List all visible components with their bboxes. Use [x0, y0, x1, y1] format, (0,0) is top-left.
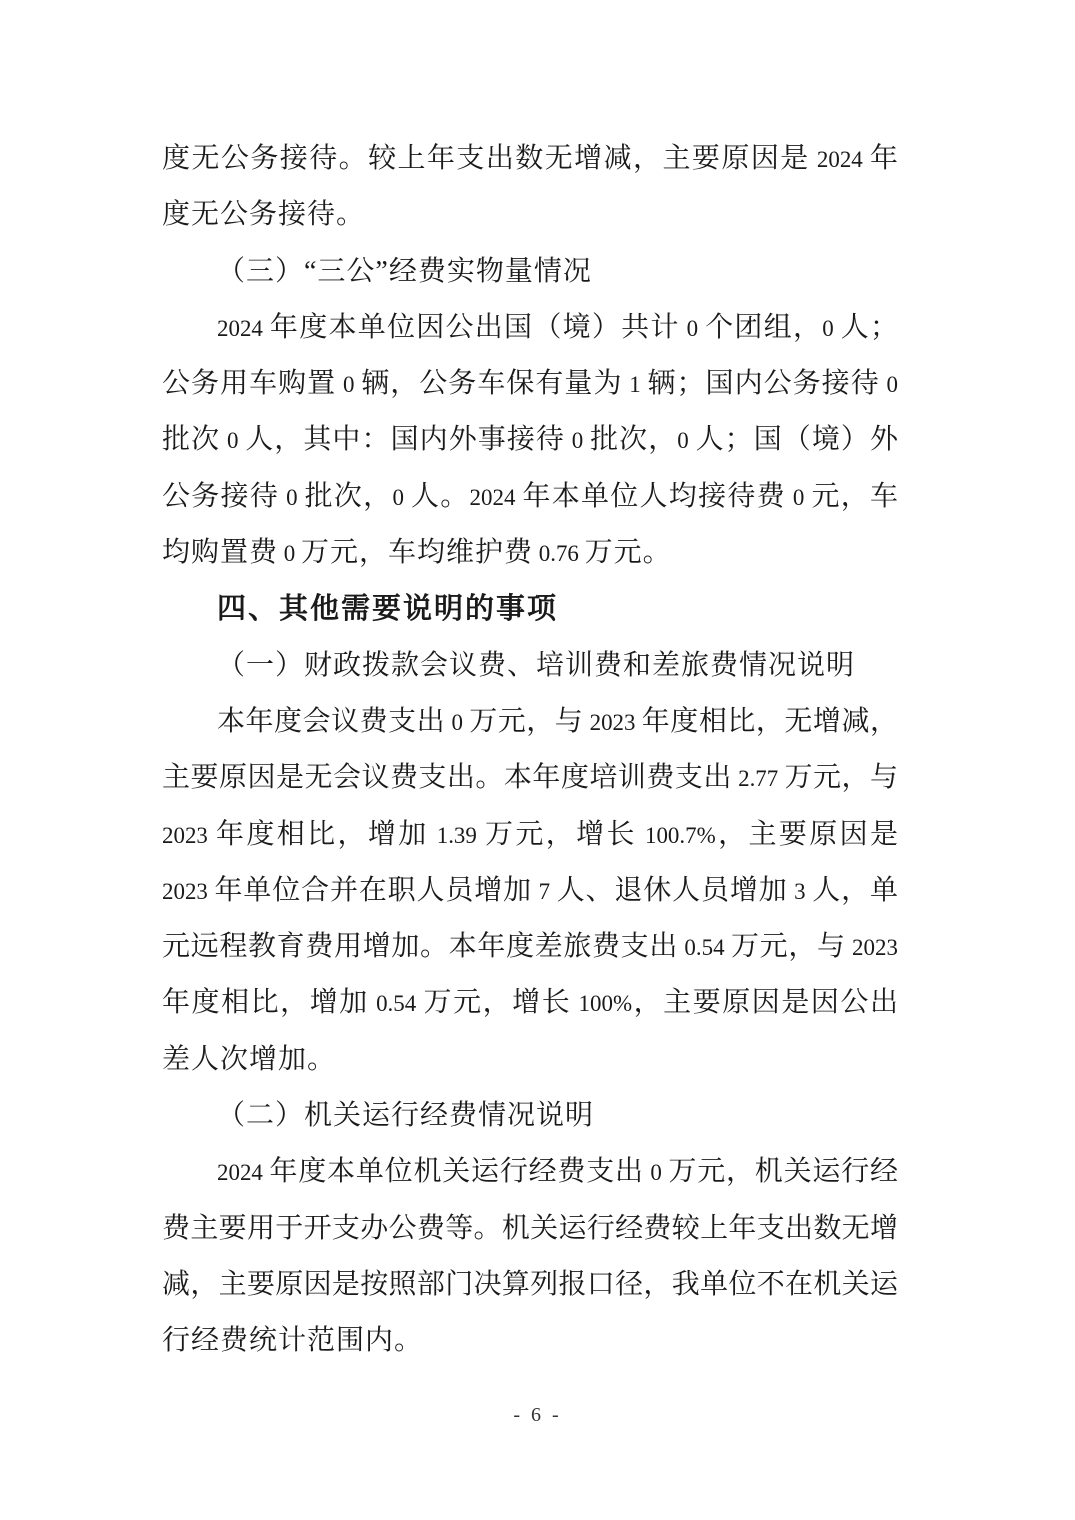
section-heading: （三）“三公”经费实物量情况 [217, 255, 592, 287]
text-line: 2023 年度相比，增加 1.39 万元，增长 100.7%，主要原因是 [162, 818, 898, 850]
latin-text: 2023 [162, 822, 217, 848]
text-line: 2024 年度本单位因公出国（境）共计 0 个团组，0 人； [217, 311, 898, 343]
text-line: 均购置费 0 万元，车均维护费 0.76 万元。 [162, 537, 672, 569]
latin-text: 100% [571, 991, 633, 1017]
latin-text: 1.39 [428, 822, 485, 848]
text-line: 度无公务接待。 [162, 199, 366, 231]
text-line: 年度相比，增加 0.54 万元，增长 100%，主要原因是因公出 [162, 987, 898, 1019]
page-number: - 6 - [513, 1404, 562, 1426]
latin-text: 0 [220, 428, 246, 454]
text-line: 费主要用于开支办公费等。机关运行经费较上年支出数无增 [162, 1212, 898, 1244]
latin-text: 0.76 [532, 541, 585, 567]
text-line: 差人次增加。 [162, 1043, 337, 1075]
latin-text: 1 [622, 372, 648, 398]
text-line: 减，主要原因是按照部门决算列报口径，我单位不在机关运 [162, 1268, 898, 1300]
section-heading: （一）财政拨款会议费、培训费和差旅费情况说明 [217, 649, 856, 681]
latin-text: 100.7% [636, 822, 716, 848]
latin-text: 0 [336, 372, 362, 398]
text-line: 批次 0 人，其中：国内外事接待 0 批次，0 人；国（境）外 [162, 424, 898, 456]
latin-text: 2024 [217, 1160, 270, 1186]
document-body [162, 131, 898, 1370]
latin-text: 0.54 [368, 991, 424, 1017]
latin-text: 0 [785, 484, 812, 510]
text-line: 2024 年度本单位机关运行经费支出 0 万元，机关运行经 [217, 1156, 898, 1188]
latin-text: 2024 [217, 315, 270, 341]
text-line: 公务用车购置 0 辆，公务车保有量为 1 辆；国内公务接待 0 [162, 368, 898, 400]
latin-text: 0 [679, 315, 706, 341]
text-line: 公务接待 0 批次，0 人。2024 年本单位人均接待费 0 元，车 [162, 480, 898, 512]
text-line: 2023 年单位合并在职人员增加 7 人、退休人员增加 3 人，单 [162, 874, 898, 906]
latin-text: 3 [787, 878, 813, 904]
latin-text: 0 [564, 428, 591, 454]
latin-text: 0 [879, 372, 898, 398]
latin-text: 0 [278, 541, 301, 567]
text-line: 主要原因是无会议费支出。本年度培训费支出 2.77 万元，与 [162, 762, 898, 794]
latin-text: 2.77 [731, 766, 785, 792]
latin-text: 7 [532, 878, 557, 904]
latin-text: 0 [677, 428, 696, 454]
latin-text: 0 [643, 1160, 669, 1186]
latin-text: 0.54 [678, 935, 731, 961]
text-line: 行经费统计范围内。 [162, 1325, 424, 1357]
text-line: 度无公务接待。较上年支出数无增减，主要原因是 2024 年 [162, 143, 898, 174]
latin-text: 0 [822, 315, 841, 341]
text-line: 本年度会议费支出 0 万元，与 2023 年度相比，无增减， [217, 705, 898, 737]
latin-text: 0 [445, 709, 470, 735]
latin-text: 2024 [469, 484, 523, 510]
section-heading: （二）机关运行经费情况说明 [217, 1100, 595, 1132]
section-heading: 四、其他需要说明的事项 [217, 593, 559, 626]
text-line: 元远程教育费用增加。本年度差旅费支出 0.54 万元，与 2023 [162, 931, 898, 963]
latin-text: 2023 [162, 878, 215, 904]
latin-text: 0 [279, 484, 305, 510]
latin-text: 2023 [845, 935, 898, 961]
latin-text: 2024 [809, 147, 870, 172]
latin-text: 2023 [583, 709, 642, 735]
latin-text: 0 [392, 484, 411, 510]
